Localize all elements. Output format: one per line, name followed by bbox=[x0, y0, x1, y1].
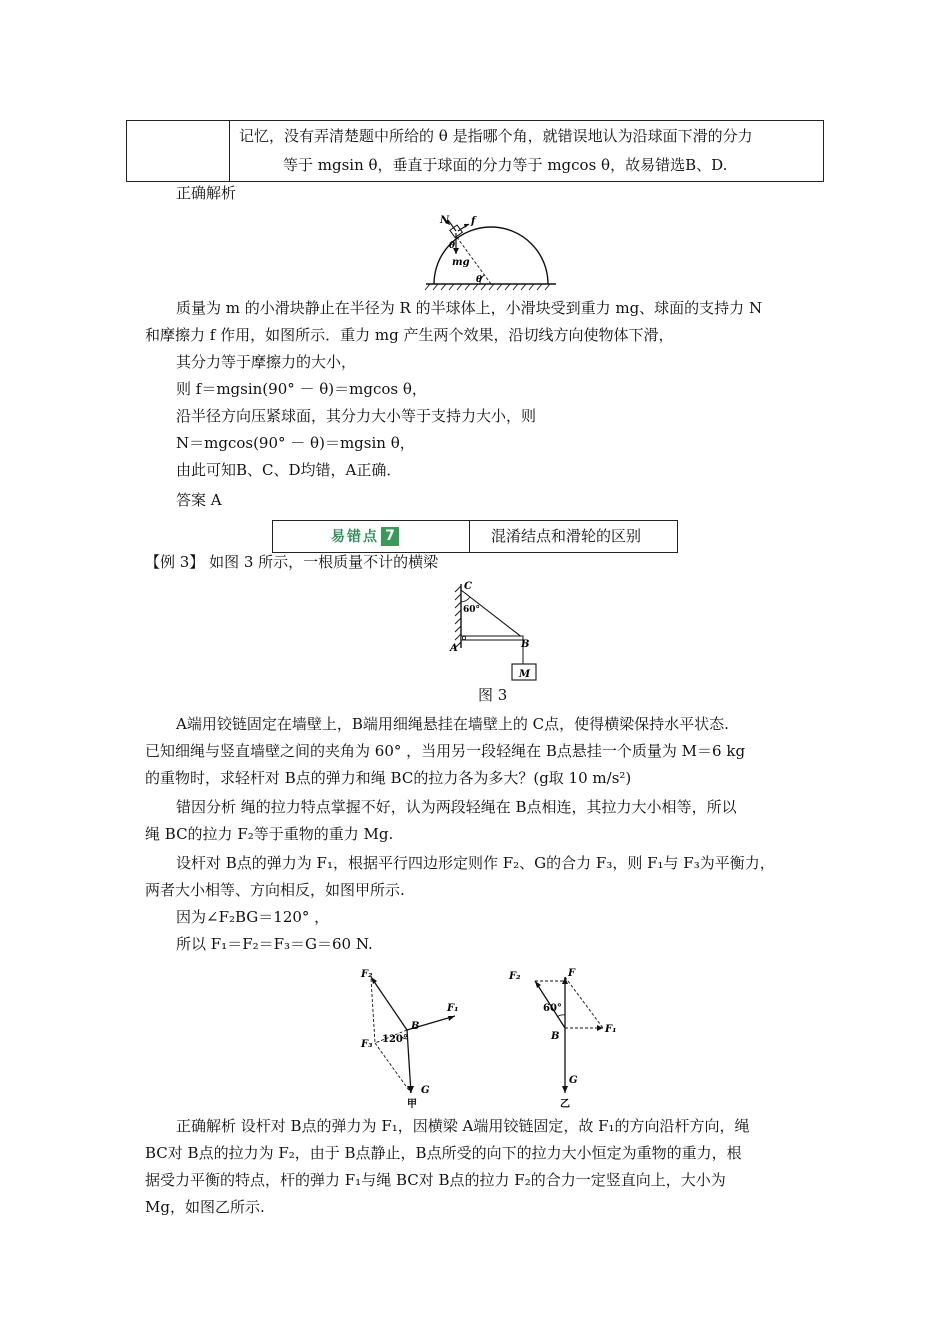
error-analysis-line: 两者大小相等、方向相反，如图甲所示. bbox=[145, 881, 405, 899]
angle-60-label: 60° bbox=[543, 1003, 562, 1014]
error-analysis-line: 绳 BC的拉力 F₂等于重物的重力 Mg. bbox=[145, 825, 394, 843]
mass-M-label: M bbox=[519, 669, 531, 680]
diagram-caption-yi: 乙 bbox=[560, 1099, 570, 1110]
conclusion-line: 由此可知B、C、D均错，A正确． bbox=[176, 461, 402, 479]
diagram-caption-jia: 甲 bbox=[407, 1099, 417, 1110]
force-F2-label: F₂ bbox=[509, 971, 521, 982]
correct-analysis-line: 据受力平衡的特点，杆的弹力 F₁与绳 BC对 B点的拉力 F₂的合力一定竖直向上，大小为 bbox=[145, 1171, 726, 1189]
force-G-label: G bbox=[569, 1075, 578, 1086]
analysis-table bbox=[126, 120, 824, 182]
beam-figure bbox=[446, 580, 546, 684]
point-B-label: B bbox=[521, 639, 530, 650]
point-A-label: A bbox=[450, 643, 458, 654]
angle-120-label: 120° bbox=[382, 1034, 408, 1045]
section-heading-correct: 正确解析 bbox=[176, 184, 237, 202]
error-point-badge-number: 7 bbox=[381, 527, 399, 546]
paragraph-line: 沿半径方向压紧球面，其分力大小等于支持力大小，则 bbox=[176, 407, 537, 425]
hemisphere-figure bbox=[420, 208, 560, 296]
paragraph-line: 其分力等于摩擦力的大小， bbox=[176, 353, 357, 371]
force-F3-label: F₃ bbox=[361, 1039, 373, 1050]
point-B-label: B bbox=[411, 1021, 420, 1032]
problem-line: 已知细绳与竖直墙壁之间的夹角为 60° ，当用另一段轻绳在 B点悬挂一个质量为 M＝6 kg bbox=[145, 742, 746, 760]
formula-line: 则 f＝mgsin(90° － θ)＝mgcos θ， bbox=[176, 380, 427, 398]
error-analysis-line: 错因分析 绳的拉力特点掌握不好，认为两段轻绳在 B点相连，其拉力大小相等，所以 bbox=[176, 798, 737, 816]
error-analysis-line: 所以 F₁＝F₂＝F₃＝G＝60 N. bbox=[176, 935, 373, 953]
force-F2-label: F₂ bbox=[361, 969, 373, 980]
correct-analysis-line: 正确解析 设杆对 B点的弹力为 F₁，因横梁 A端用铰链固定，故 F₁的方向沿杆方向，绳 bbox=[176, 1117, 750, 1135]
theta-label-top: θ bbox=[449, 241, 456, 251]
table-text-line-2: 等于 mgsin θ，垂直于球面的分力等于 mgcos θ，故易错选B、D. bbox=[283, 156, 728, 174]
table-text-line-1: 记忆，没有弄清楚题中所给的 θ 是指哪个角，就错误地认为沿球面下滑的分力 bbox=[239, 127, 753, 145]
error-point-badge-text: 易错点 bbox=[331, 529, 379, 545]
error-analysis-line: 因为∠F₂BG＝120° ， bbox=[176, 908, 330, 926]
paragraph-line: 和摩擦力 f 作用，如图所示．重力 mg 产生两个效果，沿切线方向使物体下滑， bbox=[145, 326, 674, 344]
formula-line: N＝mgcos(90° － θ)＝mgsin θ， bbox=[176, 434, 415, 452]
force-mg-label: mg bbox=[452, 257, 470, 268]
force-F1-label: F₁ bbox=[605, 1024, 617, 1035]
error-point-badge bbox=[331, 526, 399, 546]
force-F1-label: F₁ bbox=[447, 1003, 459, 1014]
force-f-label: f bbox=[471, 216, 476, 227]
force-diagram-yi bbox=[505, 965, 625, 1110]
answer-line: 答案 A bbox=[176, 491, 222, 509]
error-analysis-line: 设杆对 B点的弹力为 F₁，根据平行四边形定则作 F₂、G的合力 F₃，则 F₁与 F₃为平衡力， bbox=[176, 854, 775, 872]
angle-60-label: 60° bbox=[463, 605, 481, 615]
correct-analysis-line: Mg，如图乙所示. bbox=[145, 1198, 265, 1216]
problem-line: 的重物时，求轻杆对 B点的弹力和绳 BC的拉力各为多大？(g取 10 m/s²) bbox=[145, 769, 632, 787]
paragraph-line: 质量为 m 的小滑块静止在半径为 R 的半球体上，小滑块受到重力 mg、球面的支持力 N bbox=[176, 299, 763, 317]
correct-analysis-line: BC对 B点的拉力为 F₂，由于 B点静止，B点所受的向下的拉力大小恒定为重物的重力，根 bbox=[145, 1144, 742, 1162]
force-G-label: G bbox=[421, 1085, 430, 1096]
force-N-label: N bbox=[440, 215, 450, 226]
error-point-badge-cell bbox=[273, 521, 470, 552]
force-diagram-jia bbox=[355, 965, 465, 1110]
point-B-label: B bbox=[551, 1031, 560, 1042]
force-F-label: F bbox=[568, 968, 576, 979]
table-left-cell bbox=[127, 121, 230, 181]
theta-label-bottom: θ bbox=[476, 275, 483, 285]
example-intro: 【例 3】 如图 3 所示，一根质量不计的横梁 bbox=[145, 553, 439, 571]
problem-line: A端用铰链固定在墙壁上，B端用细绳悬挂在墙壁上的 C点，使得横梁保持水平状态. bbox=[176, 715, 729, 733]
figure-caption: 图 3 bbox=[478, 686, 508, 704]
point-C-label: C bbox=[464, 581, 472, 592]
error-point-title: 混淆结点和滑轮的区别 bbox=[491, 527, 642, 545]
error-point-table bbox=[272, 520, 678, 553]
